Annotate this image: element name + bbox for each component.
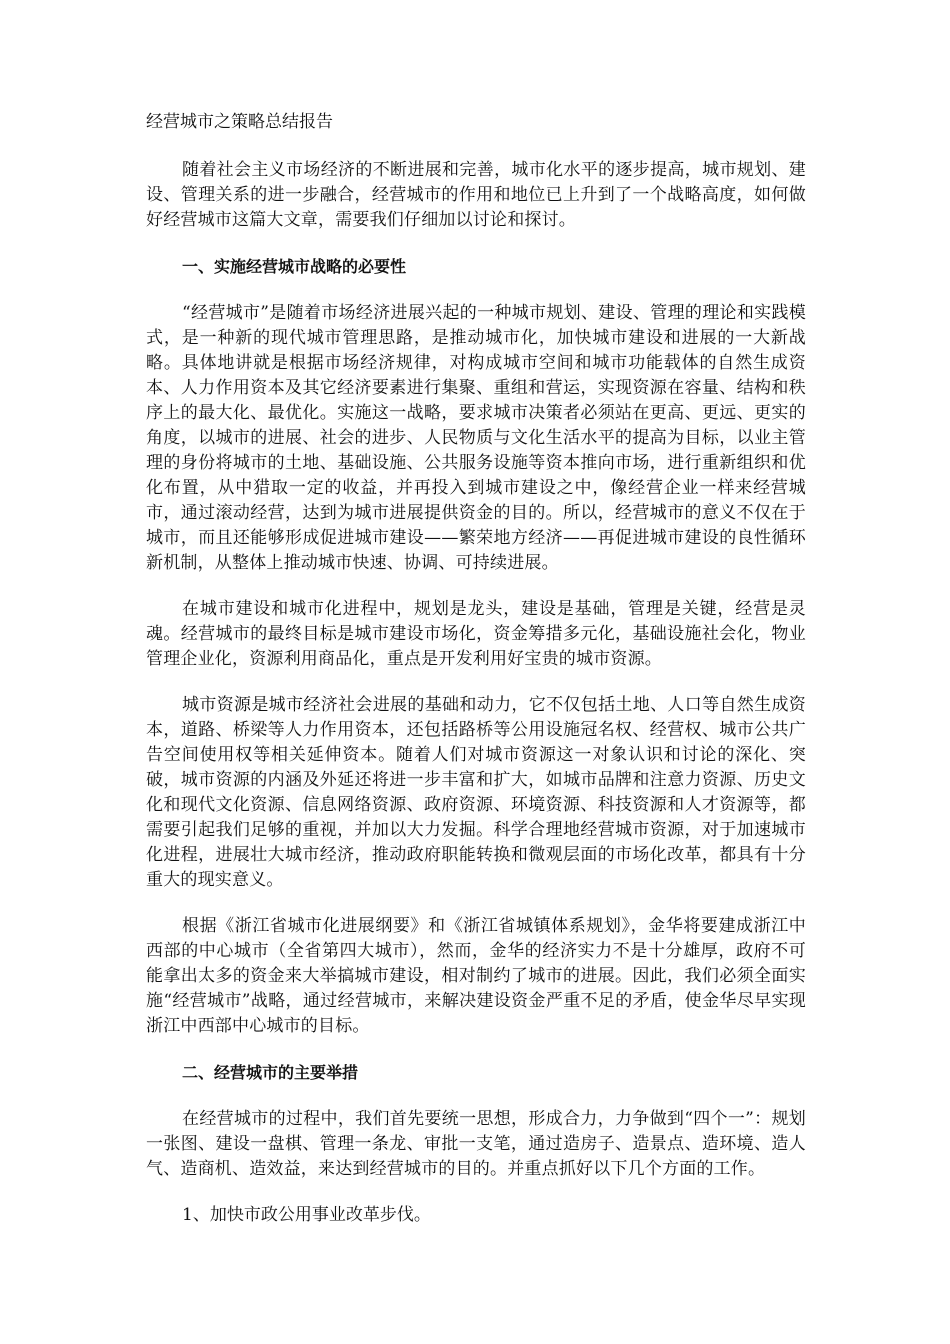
section-1-heading: 一、实施经营城市战略的必要性: [182, 257, 407, 276]
intro-paragraph: 随着社会主义市场经济的不断进展和完善，城市化水平的逐步提高，城市规划、建设、管理关系的进一步融合，经营城市的作用和地位已上升到了一个战略高度，如何做好经营城市这篇大文章，需要我们仔细加以讨论和探讨。: [146, 160, 806, 230]
document-page: [146, 108, 806, 1228]
section-1-paragraph-1: “经营城市”是随着市场经济进展兴起的一种城市规划、建设、管理的理论和实践模式，是一种新的现代城市管理思路，是推动城市化，加快城市建设和进展的一大新战略。具体地讲就是根据市场经济规律，对构成城市空间和城市功能载体的自然生成资本、人力作用资本及其它经济要素进行集聚、重组和营运，实现资源在容量、结构和秩序上的最大化、最优化。实施这一战略，要求城市决策者必须站在更高、更远、更实的角度，以城市的进展、社会的进步、人民物质与文化生活水平的提高为目标，以业主管理的身份将城市的土地、基础设施、公共服务设施等资本推向市场，进行重新组织和优化布置，从中猎取一定的收益，并再投入到城市建设之中，像经营企业一样来经营城市，通过滚动经营，达到为城市进展提供资金的目的。所以，经营城市的意义不仅在于城市，而且还能够形成促进城市建设——繁荣地方经济——再促进城市建设的良性循环新机制，从整体上推动城市快速、协调、可持续进展。: [146, 303, 806, 573]
document-title: 经营城市之策略总结报告: [146, 112, 333, 132]
section-2-heading: 二、经营城市的主要举措: [182, 1063, 359, 1082]
section-2-paragraph-1: 在经营城市的过程中，我们首先要统一思想，形成合力，力争做到“四个一”：规划一张图、建设一盘棋、管理一条龙、审批一支笔，通过造房子、造景点、造环境、造人气、造商机、造效益，来达到经营城市的目的。并重点抓好以下几个方面的工作。: [146, 1109, 806, 1179]
section-1-paragraph-3: 城市资源是城市经济社会进展的基础和动力，它不仅包括土地、人口等自然生成资本，道路、桥梁等人力作用资本，还包括路桥等公用设施冠名权、经营权、城市公共广告空间使用权等相关延伸资本。随着人们对城市资源这一对象认识和讨论的深化、突破，城市资源的内涵及外延还将进一步丰富和扩大，如城市品牌和注意力资源、历史文化和现代文化资源、信息网络资源、政府资源、环境资源、科技资源和人才资源等，都需要引起我们足够的重视，并加以大力发掘。科学合理地经营城市资源，对于加速城市化进程，进展壮大城市经济，推动政府职能转换和微观层面的市场化改革，都具有十分重大的现实意义。: [146, 695, 806, 890]
section-1-paragraph-2: 在城市建设和城市化进程中，规划是龙头，建设是基础，管理是关键，经营是灵魂。经营城市的最终目标是城市建设市场化，资金筹措多元化，基础设施社会化，物业管理企业化，资源利用商品化，重点是开发利用好宝贵的城市资源。: [146, 599, 806, 669]
section-1-paragraph-4: 根据《浙江省城市化进展纲要》和《浙江省城镇体系规划》，金华将要建成浙江中西部的中心城市（全省第四大城市），然而，金华的经济实力不是十分雄厚，政府不可能拿出太多的资金来大举搞城市建设，相对制约了城市的进展。因此，我们必须全面实施“经营城市”战略，通过经营城市，来解决建设资金严重不足的矛盾，使金华尽早实现浙江中西部中心城市的目标。: [146, 916, 806, 1036]
list-item-1: 1、加快市政公用事业改革步伐。: [182, 1205, 431, 1225]
